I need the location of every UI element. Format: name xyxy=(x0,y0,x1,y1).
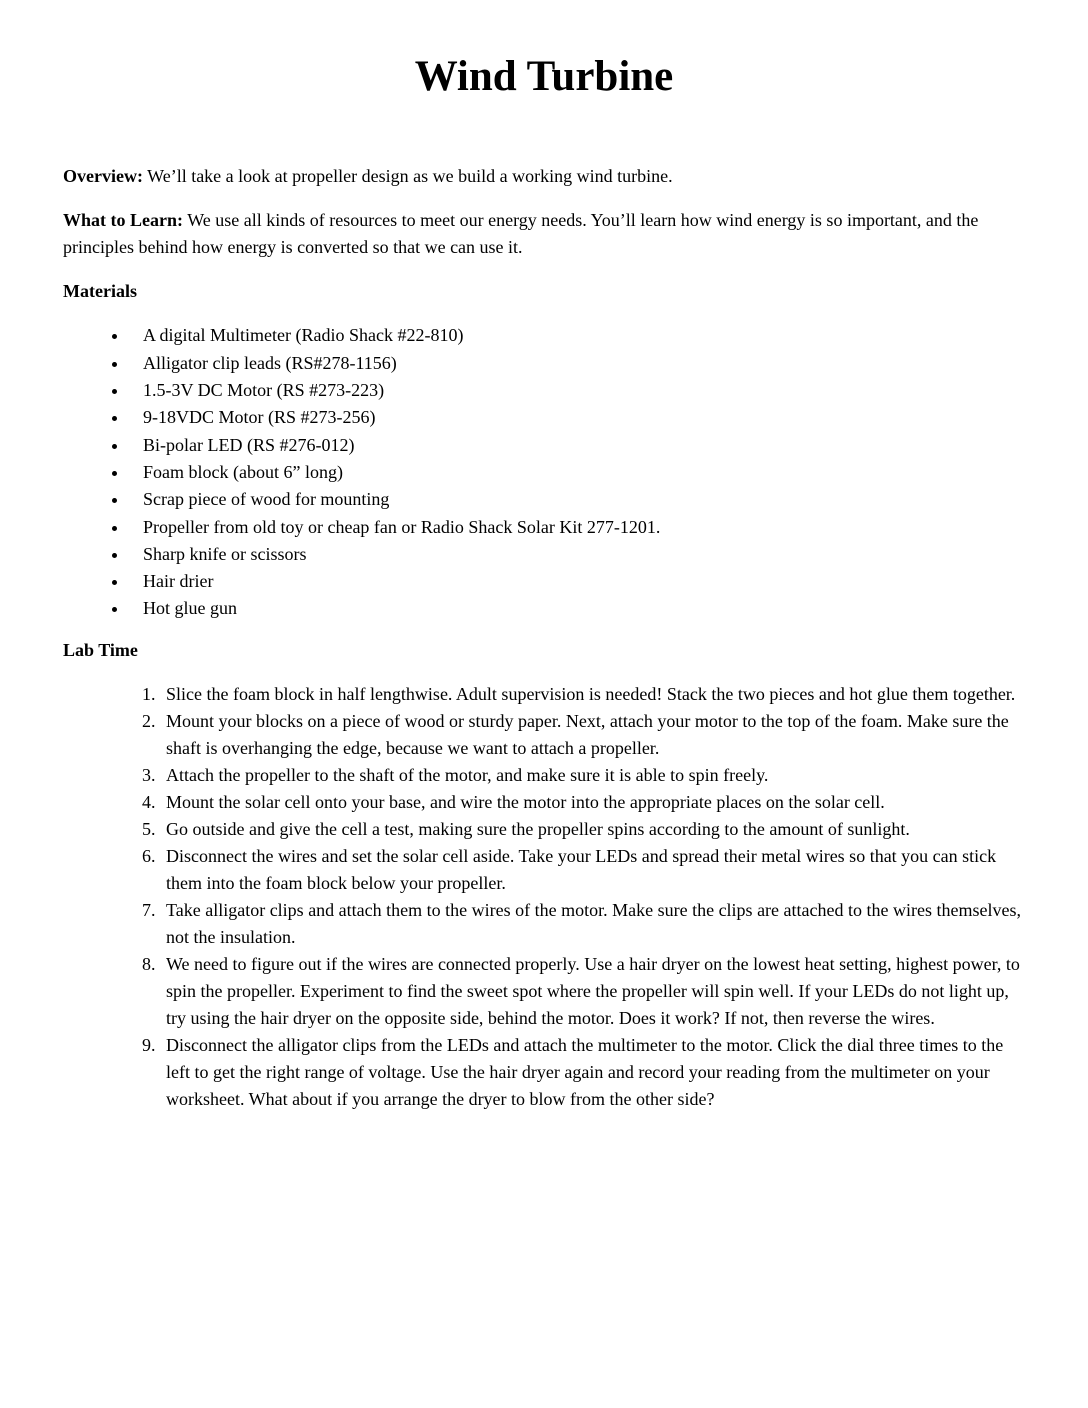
lab-step: 9. Disconnect the alligator clips from the LEDs and attach the multimeter to the motor. Click the dial three times to the left to get the right range of voltage. Use the hair dryer again and record your reading from the multimeter on your worksheet. What about if you arrange the dryer to blow from the other side? xyxy=(160,1032,1025,1113)
material-item: • Bi-polar LED (RS #276-012) xyxy=(129,432,1025,459)
material-item: • Propeller from old toy or cheap fan or Radio Shack Solar Kit 277-1201. xyxy=(129,514,1025,541)
material-item: • Alligator clip leads (RS#278-1156) xyxy=(129,350,1025,377)
overview-paragraph xyxy=(63,163,1025,190)
lab-step: 7. Take alligator clips and attach them to the wires of the motor. Make sure the clips are attached to the wires themselves, not the insulation. xyxy=(160,897,1025,951)
lab-step: 6. Disconnect the wires and set the solar cell aside. Take your LEDs and spread their metal wires so that you can stick them into the foam block below your propeller. xyxy=(160,843,1025,897)
material-item: • Foam block (about 6” long) xyxy=(129,459,1025,486)
lab-steps-list xyxy=(63,681,1025,1113)
material-item: • 1.5-3V DC Motor (RS #273-223) xyxy=(129,377,1025,404)
lab-step: 1. Slice the foam block in half lengthwise. Adult supervision is needed! Stack the two pieces and hot glue them together. xyxy=(160,681,1025,708)
overview-label: Overview: xyxy=(63,166,143,187)
overview-text: We’ll take a look at propeller design as we build a working wind turbine. xyxy=(147,166,673,187)
what-to-learn-text: We use all kinds of resources to meet our energy needs. You’ll learn how wind energy is so important, and the principles behind how energy is converted so that we can use it. xyxy=(63,210,979,258)
materials-list xyxy=(63,322,1025,622)
what-to-learn-label: What to Learn: xyxy=(63,210,183,231)
material-item: • Hot glue gun xyxy=(129,595,1025,622)
materials-heading: Materials xyxy=(63,281,137,302)
material-item: • Sharp knife or scissors xyxy=(129,541,1025,568)
lab-step: 3. Attach the propeller to the shaft of the motor, and make sure it is able to spin freely. xyxy=(160,762,1025,789)
material-item: • A digital Multimeter (Radio Shack #22-810) xyxy=(129,322,1025,349)
lab-time-heading: Lab Time xyxy=(63,639,138,660)
material-item: • Hair drier xyxy=(129,568,1025,595)
material-item: • Scrap piece of wood for mounting xyxy=(129,486,1025,513)
lab-step: 4. Mount the solar cell onto your base, and wire the motor into the appropriate places on the solar cell. xyxy=(160,789,1025,816)
lab-step: 8. We need to figure out if the wires are connected properly. Use a hair dryer on the lowest heat setting, highest power, to spin the propeller. Experiment to find the sweet spot where the propeller will spin well. If your LEDs do not light up, try using the hair dryer on the opposite side, behind the motor. Does it work? If not, then reverse the wires. xyxy=(160,951,1025,1032)
document-title: Wind Turbine xyxy=(414,53,674,100)
lab-step: 2. Mount your blocks on a piece of wood or sturdy paper. Next, attach your motor to the top of the foam. Make sure the shaft is overhanging the edge, because we want to attach a propeller. xyxy=(160,708,1025,762)
lab-step: 5. Go outside and give the cell a test, making sure the propeller spins according to the amount of sunlight. xyxy=(160,816,1025,843)
material-item: • 9-18VDC Motor (RS #273-256) xyxy=(129,404,1025,431)
what-to-learn-paragraph xyxy=(63,207,1025,261)
